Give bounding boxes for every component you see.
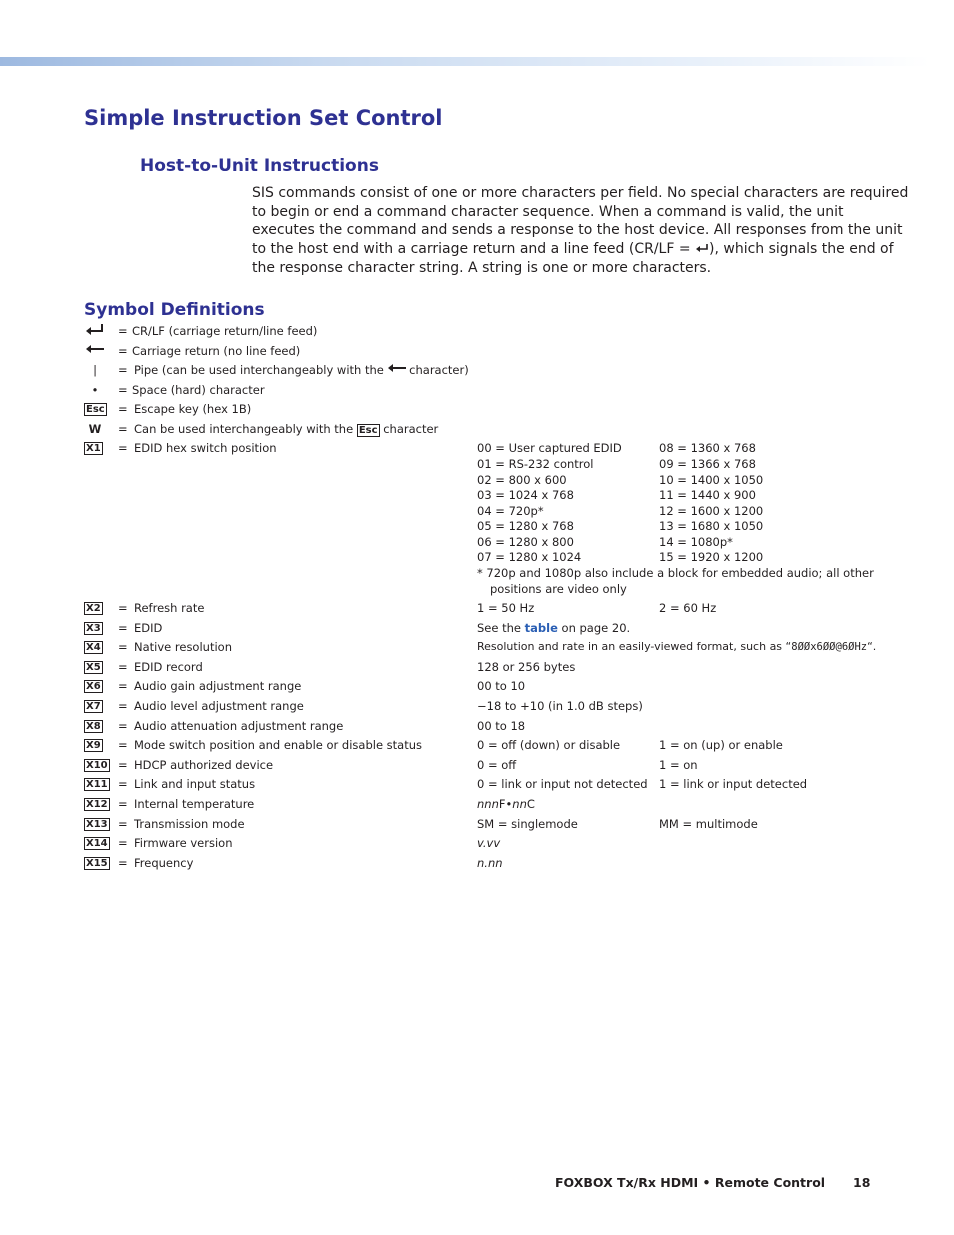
left-arrow-icon bbox=[84, 344, 106, 359]
x6-value: 00 to 10 bbox=[477, 679, 526, 693]
symbol-row-x11 bbox=[0, 777, 954, 793]
x13-value: MM = multimode bbox=[659, 817, 758, 831]
equals-sign: = bbox=[118, 660, 128, 674]
symbol-desc: Space (hard) character bbox=[132, 383, 265, 397]
equals-sign: = bbox=[118, 679, 128, 693]
intro-line bbox=[252, 240, 894, 259]
x1-value: 06 = 1280 x 800 bbox=[477, 535, 574, 549]
symbol-row-x6 bbox=[0, 679, 954, 695]
host-to-unit-heading: Host-to-Unit Instructions bbox=[140, 156, 379, 176]
w-symbol: W bbox=[88, 422, 102, 436]
symbol-row-x2 bbox=[0, 601, 954, 617]
equals-sign: = bbox=[118, 777, 128, 791]
equals-sign: = bbox=[118, 699, 128, 713]
x1-value: 11 = 1440 x 900 bbox=[659, 488, 756, 502]
x10-desc: HDCP authorized device bbox=[134, 758, 274, 772]
x8-value: 00 to 18 bbox=[477, 719, 526, 733]
symbol-row-crlf bbox=[0, 324, 954, 340]
symbol-row-x9 bbox=[0, 738, 954, 754]
x11-value: 0 = link or input not detected bbox=[477, 777, 648, 791]
symbol-row-x14 bbox=[0, 836, 954, 852]
x15-desc: Frequency bbox=[134, 856, 194, 870]
x1-value: 01 = RS-232 control bbox=[477, 457, 594, 471]
x15-value: n.nn bbox=[477, 856, 503, 870]
footer-page-number: 18 bbox=[853, 1175, 871, 1190]
x1-value: 12 = 1600 x 1200 bbox=[659, 504, 764, 518]
equals-sign: = bbox=[118, 601, 128, 615]
equals-sign: = bbox=[118, 640, 128, 654]
x2-value: 1 = 50 Hz bbox=[477, 601, 535, 615]
x13-value: SM = singlemode bbox=[477, 817, 578, 831]
intro-line: SIS commands consist of one or more characters per field. No special characters are required bbox=[252, 185, 909, 201]
x4-code: 8ØØx6ØØ@6ØHz bbox=[791, 641, 868, 653]
x1-note-line: * 720p and 1080p also include a block for embedded audio; all other bbox=[477, 566, 874, 580]
pipe-desc-a: Pipe (can be used interchangeably with the bbox=[134, 363, 384, 377]
equals-sign: = bbox=[118, 441, 128, 455]
x1-value-row bbox=[0, 535, 954, 551]
x7-desc: Audio level adjustment range bbox=[134, 699, 304, 713]
x3-symbol: X3 bbox=[86, 623, 101, 634]
x1-value-row bbox=[0, 441, 954, 457]
x12-symbol: X12 bbox=[86, 799, 108, 810]
x10-symbol: X10 bbox=[86, 760, 108, 771]
intro-line: to begin or end a command character sequence. When a command is valid, the unit bbox=[252, 203, 844, 220]
x1-value: 00 = User captured EDID bbox=[477, 441, 622, 455]
x12-value-b: F• bbox=[498, 797, 513, 811]
symbol-desc: Escape key (hex 1B) bbox=[134, 402, 252, 416]
x1-value: 15 = 1920 x 1200 bbox=[659, 550, 764, 564]
intro-line-4a: to the host end with a carriage return and a line feed (CR/LF = bbox=[252, 241, 696, 258]
x6-symbol: X6 bbox=[86, 681, 101, 692]
x15-symbol: X15 bbox=[86, 858, 108, 869]
return-arrow-icon bbox=[84, 324, 106, 339]
header-gradient-bar bbox=[0, 57, 930, 66]
x4-value bbox=[477, 640, 876, 653]
symbol-row-x15 bbox=[0, 856, 954, 872]
x8-symbol: X8 bbox=[86, 721, 101, 732]
x12-value bbox=[477, 797, 535, 811]
equals-sign: = bbox=[118, 856, 128, 870]
symbol-row-x7 bbox=[0, 699, 954, 715]
symbol-row-x4 bbox=[0, 640, 954, 656]
x1-note bbox=[0, 582, 954, 598]
equals-sign: = bbox=[118, 422, 128, 436]
x10-value: 1 = on bbox=[659, 758, 698, 772]
symbol-row-cr bbox=[0, 344, 954, 360]
x12-value-c: nn bbox=[512, 797, 527, 811]
symbol-row-pipe bbox=[0, 363, 954, 379]
footer-product: FOXBOX Tx/Rx HDMI • Remote Control bbox=[555, 1175, 826, 1190]
x1-value-row bbox=[0, 504, 954, 520]
equals-sign: = bbox=[118, 719, 128, 733]
symbol-row-x10 bbox=[0, 758, 954, 774]
x5-value: 128 or 256 bytes bbox=[477, 660, 576, 674]
x1-value: 03 = 1024 x 768 bbox=[477, 488, 574, 502]
x1-value-row bbox=[0, 550, 954, 566]
x8-desc: Audio attenuation adjustment range bbox=[134, 719, 344, 733]
x13-desc: Transmission mode bbox=[134, 817, 245, 831]
w-desc-b: character bbox=[383, 422, 439, 436]
symbol-definitions-heading: Symbol Definitions bbox=[84, 300, 265, 320]
x7-symbol: X7 bbox=[86, 701, 101, 712]
x10-value: 0 = off bbox=[477, 758, 517, 772]
intro-line: the response character string. A string is one or more characters. bbox=[252, 259, 712, 276]
x13-symbol: X13 bbox=[86, 819, 108, 830]
symbol-row-space bbox=[0, 383, 954, 399]
x1-desc: EDID hex switch position bbox=[134, 441, 277, 455]
x11-value: 1 = link or input detected bbox=[659, 777, 808, 791]
x1-value: 08 = 1360 x 768 bbox=[659, 441, 756, 455]
left-arrow-icon bbox=[388, 364, 406, 374]
symbol-desc: Carriage return (no line feed) bbox=[132, 344, 301, 358]
x1-value-row bbox=[0, 457, 954, 473]
esc-inline-box: Esc bbox=[358, 425, 378, 436]
x3-value-a: See the bbox=[477, 621, 525, 635]
equals-sign: = bbox=[118, 817, 128, 831]
intro-line-4b: ), which signals the end of bbox=[709, 241, 894, 258]
x4-desc: Native resolution bbox=[134, 640, 232, 654]
x14-desc: Firmware version bbox=[134, 836, 233, 850]
pipe-desc-b: character) bbox=[409, 363, 469, 377]
equals-sign: = bbox=[118, 344, 128, 358]
x1-value: 10 = 1400 x 1050 bbox=[659, 473, 764, 487]
symbol-row-x3 bbox=[0, 621, 954, 637]
x4-value-a: Resolution and rate in an easily-viewed format, such as “ bbox=[477, 640, 792, 653]
x2-desc: Refresh rate bbox=[134, 601, 205, 615]
x1-note-line: positions are video only bbox=[490, 582, 627, 596]
w-desc-a: Can be used interchangeably with the bbox=[134, 422, 354, 436]
symbol-row-w bbox=[0, 422, 954, 438]
equals-sign: = bbox=[118, 797, 128, 811]
symbol-row-esc bbox=[0, 402, 954, 418]
intro-line: executes the command and sends a response to the host device. All responses from the unit bbox=[252, 222, 903, 239]
x9-symbol: X9 bbox=[86, 740, 101, 751]
x2-symbol: X2 bbox=[86, 603, 101, 614]
equals-sign: = bbox=[118, 836, 128, 850]
x5-desc: EDID record bbox=[134, 660, 203, 674]
x11-desc: Link and input status bbox=[134, 777, 256, 791]
x4-value-b: “. bbox=[867, 640, 877, 653]
symbol-row-x13 bbox=[0, 817, 954, 833]
pipe-symbol: | bbox=[93, 363, 97, 377]
x1-value: 14 = 1080p* bbox=[659, 535, 733, 549]
x1-note bbox=[0, 566, 954, 582]
symbol-desc bbox=[134, 363, 469, 377]
x1-value: 13 = 1680 x 1050 bbox=[659, 519, 764, 533]
esc-symbol: Esc bbox=[86, 404, 105, 415]
equals-sign: = bbox=[118, 402, 128, 416]
x12-value-a: nnn bbox=[477, 797, 499, 811]
symbol-row-x8 bbox=[0, 719, 954, 735]
equals-sign: = bbox=[118, 324, 128, 338]
x1-value-row bbox=[0, 473, 954, 489]
page-title: Simple Instruction Set Control bbox=[84, 106, 443, 130]
x2-value: 2 = 60 Hz bbox=[659, 601, 717, 615]
table-link[interactable]: table bbox=[524, 621, 558, 635]
equals-sign: = bbox=[118, 383, 128, 397]
return-arrow-icon bbox=[695, 243, 709, 254]
x1-value-row bbox=[0, 488, 954, 504]
x7-value: −18 to +10 (in 1.0 dB steps) bbox=[477, 699, 643, 713]
symbol-desc: CR/LF (carriage return/line feed) bbox=[132, 324, 318, 338]
symbol-row-x12 bbox=[0, 797, 954, 813]
x1-value: 07 = 1280 x 1024 bbox=[477, 550, 582, 564]
space-symbol: • bbox=[91, 383, 99, 397]
symbol-row-x5 bbox=[0, 660, 954, 676]
x14-symbol: X14 bbox=[86, 838, 108, 849]
symbol-desc bbox=[134, 422, 438, 436]
x14-value: v.vv bbox=[477, 836, 501, 850]
x1-value: 02 = 800 x 600 bbox=[477, 473, 567, 487]
x3-desc: EDID bbox=[134, 621, 163, 635]
x3-value bbox=[477, 621, 630, 635]
equals-sign: = bbox=[118, 363, 128, 377]
x1-value: 04 = 720p* bbox=[477, 504, 544, 518]
x4-symbol: X4 bbox=[86, 642, 101, 653]
x9-value: 0 = off (down) or disable bbox=[477, 738, 621, 752]
x5-symbol: X5 bbox=[86, 662, 101, 673]
x9-value: 1 = on (up) or enable bbox=[659, 738, 783, 752]
x1-value: 09 = 1366 x 768 bbox=[659, 457, 756, 471]
x12-desc: Internal temperature bbox=[134, 797, 255, 811]
x11-symbol: X11 bbox=[86, 779, 108, 790]
x12-value-d: C bbox=[526, 797, 535, 811]
equals-sign: = bbox=[118, 758, 128, 772]
equals-sign: = bbox=[118, 621, 128, 635]
x6-desc: Audio gain adjustment range bbox=[134, 679, 302, 693]
intro-paragraph bbox=[252, 184, 909, 278]
x1-symbol: X1 bbox=[86, 443, 101, 454]
x3-value-b: on page 20. bbox=[557, 621, 631, 635]
equals-sign: = bbox=[118, 738, 128, 752]
x1-value: 05 = 1280 x 768 bbox=[477, 519, 574, 533]
x9-desc: Mode switch position and enable or disable status bbox=[134, 738, 423, 752]
x1-value-row bbox=[0, 519, 954, 535]
